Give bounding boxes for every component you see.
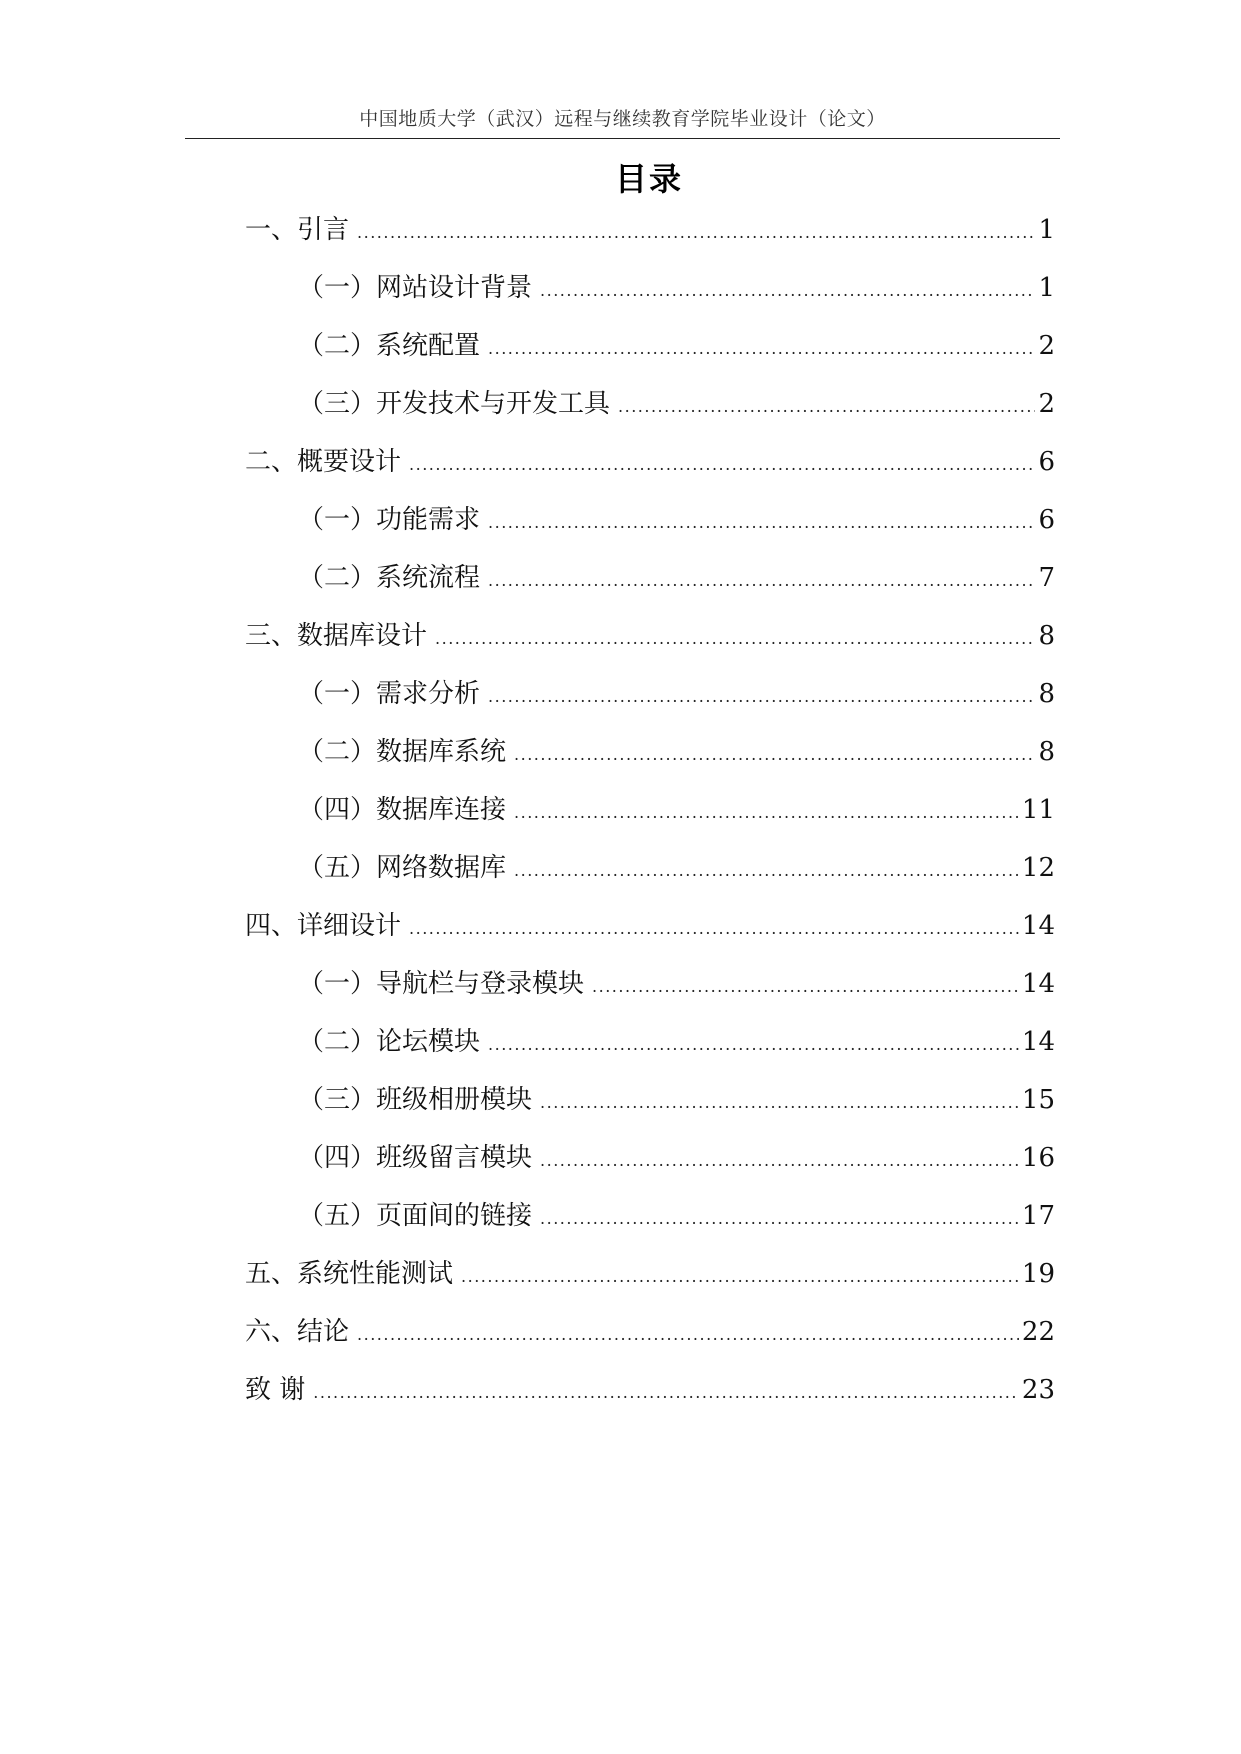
toc-entry[interactable] xyxy=(298,664,1055,724)
toc-entry-label: （二）系统流程 xyxy=(298,563,481,593)
toc-entry[interactable] xyxy=(245,1360,1055,1420)
toc-dot-leader xyxy=(488,319,1035,379)
toc-dot-leader xyxy=(488,551,1035,611)
toc-entry-page: 1 xyxy=(1038,215,1055,245)
toc-entry[interactable] xyxy=(298,722,1055,782)
header-divider xyxy=(185,138,1060,139)
toc-dot-leader xyxy=(461,1247,1019,1307)
toc-entry-label: （五）网络数据库 xyxy=(298,853,507,883)
toc-entry[interactable] xyxy=(245,896,1055,956)
toc-dot-leader xyxy=(592,957,1019,1017)
toc-entry-page: 7 xyxy=(1038,563,1055,593)
toc-dot-leader xyxy=(514,841,1019,901)
toc-entry-page: 22 xyxy=(1021,1317,1055,1347)
toc-entry-label: 一、引言 xyxy=(245,215,350,245)
toc-dot-leader xyxy=(435,609,1035,669)
toc-entry[interactable] xyxy=(298,490,1055,550)
toc-entry[interactable] xyxy=(298,1128,1055,1188)
toc-dot-leader xyxy=(618,377,1035,437)
toc-entry[interactable] xyxy=(245,432,1055,492)
toc-entry-page: 11 xyxy=(1021,795,1055,825)
toc-dot-leader xyxy=(409,899,1019,959)
toc-entry-page: 2 xyxy=(1038,331,1055,361)
toc-entry[interactable] xyxy=(298,780,1055,840)
toc-entry-page: 2 xyxy=(1038,389,1055,419)
toc-entry-page: 15 xyxy=(1021,1085,1055,1115)
toc-entry-label: （三）班级相册模块 xyxy=(298,1085,533,1115)
toc-entry-label: （三）开发技术与开发工具 xyxy=(298,389,611,419)
toc-dot-leader xyxy=(540,1189,1019,1249)
toc-entry-page: 23 xyxy=(1021,1375,1055,1405)
toc-entry[interactable] xyxy=(298,1070,1055,1130)
toc-dot-leader xyxy=(540,1131,1019,1191)
toc-dot-leader xyxy=(488,667,1035,727)
toc-entry[interactable] xyxy=(298,316,1055,376)
toc-entry-page: 16 xyxy=(1021,1143,1055,1173)
toc-entry-label: 三、数据库设计 xyxy=(245,621,428,651)
toc-entry-label: （二）数据库系统 xyxy=(298,737,507,767)
toc-dot-leader xyxy=(488,1015,1019,1075)
toc-entry[interactable] xyxy=(298,954,1055,1014)
toc-entry-page: 8 xyxy=(1038,737,1055,767)
toc-dot-leader xyxy=(488,493,1035,553)
toc-entry-page: 8 xyxy=(1038,679,1055,709)
toc-entry-page: 19 xyxy=(1021,1259,1055,1289)
toc-dot-leader xyxy=(409,435,1035,495)
toc-entry-page: 14 xyxy=(1021,1027,1055,1057)
toc-entry-label: 五、系统性能测试 xyxy=(245,1259,454,1289)
toc-entry[interactable] xyxy=(298,1012,1055,1072)
toc-entry[interactable] xyxy=(298,258,1055,318)
toc-dot-leader xyxy=(514,783,1019,843)
toc-dot-leader xyxy=(357,203,1035,263)
toc-dot-leader xyxy=(514,725,1035,785)
toc-dot-leader xyxy=(357,1305,1019,1365)
toc-entry[interactable] xyxy=(245,606,1055,666)
toc-entry[interactable] xyxy=(298,374,1055,434)
toc-entry-page: 14 xyxy=(1021,911,1055,941)
toc-entry-label: （一）网站设计背景 xyxy=(298,273,533,303)
toc-entry-label: （四）班级留言模块 xyxy=(298,1143,533,1173)
toc-entry-label: （二）系统配置 xyxy=(298,331,481,361)
page-header: 中国地质大学（武汉）远程与继续教育学院毕业设计（论文） xyxy=(359,108,886,130)
toc-entry[interactable] xyxy=(245,1302,1055,1362)
toc-entry-label: （一）功能需求 xyxy=(298,505,481,535)
toc-entry[interactable] xyxy=(298,1186,1055,1246)
toc-entry-page: 12 xyxy=(1021,853,1055,883)
toc-dot-leader xyxy=(540,261,1035,321)
toc-title: 目录 xyxy=(614,160,683,198)
toc-entry-label: （一）导航栏与登录模块 xyxy=(298,969,585,999)
toc-entry-page: 8 xyxy=(1038,621,1055,651)
toc-entry-label: 六、结论 xyxy=(245,1317,350,1347)
toc-entry-page: 6 xyxy=(1038,447,1055,477)
toc-entry[interactable] xyxy=(245,1244,1055,1304)
toc-dot-leader xyxy=(540,1073,1019,1133)
toc-entry-label: （五）页面间的链接 xyxy=(298,1201,533,1231)
toc-entry-label: （四）数据库连接 xyxy=(298,795,507,825)
toc-entry-page: 14 xyxy=(1021,969,1055,999)
toc-entry-page: 6 xyxy=(1038,505,1055,535)
toc-entry-label: （二）论坛模块 xyxy=(298,1027,481,1057)
toc-dot-leader xyxy=(313,1363,1019,1423)
toc-entry-label: 四、详细设计 xyxy=(245,911,402,941)
toc-entry-label: 二、概要设计 xyxy=(245,447,402,477)
toc-entry-label: （一）需求分析 xyxy=(298,679,481,709)
toc-entry[interactable] xyxy=(298,838,1055,898)
toc-entry-page: 1 xyxy=(1038,273,1055,303)
toc-entry-label: 致 谢 xyxy=(245,1375,306,1405)
toc-entry-page: 17 xyxy=(1021,1201,1055,1231)
toc-entry[interactable] xyxy=(245,200,1055,260)
toc-entry[interactable] xyxy=(298,548,1055,608)
